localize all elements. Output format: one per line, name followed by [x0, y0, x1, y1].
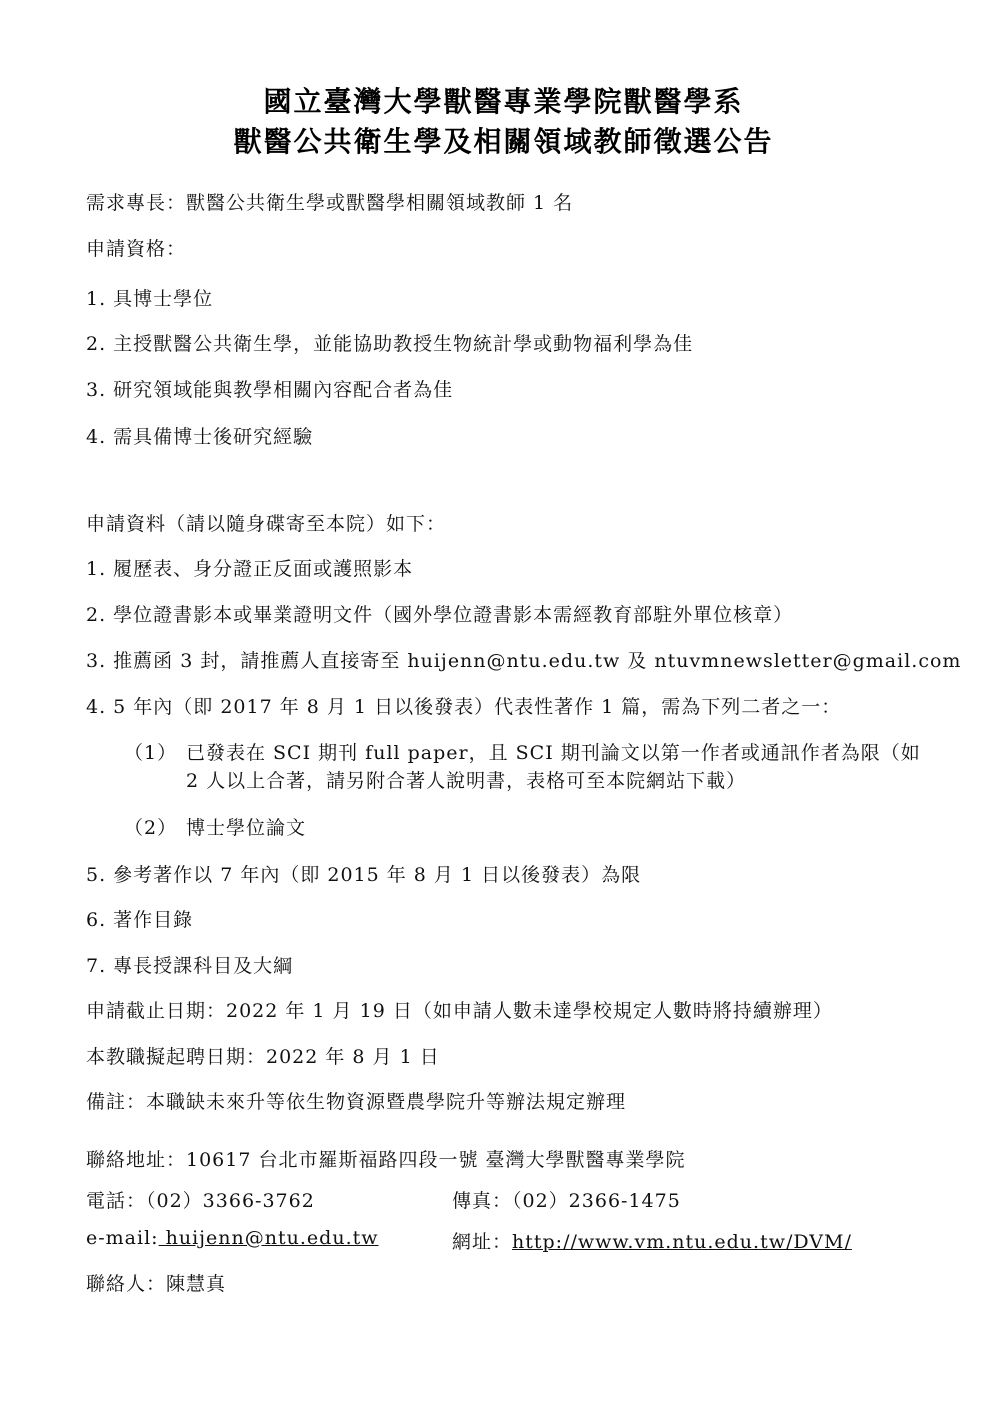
website-link[interactable]: http://www.vm.ntu.edu.tw/DVM/	[512, 1231, 852, 1253]
qualifications-heading: 申請資格：	[86, 238, 187, 260]
contact-person: 聯絡人：陳慧真	[86, 1273, 227, 1295]
materials-item: 3. 推薦函 3 封，請推薦人直接寄至 huijenn@ntu.edu.tw 及 ntuvmnewsletter@gmail.com	[86, 650, 962, 672]
email-link[interactable]: huijenn@ntu.edu.tw	[158, 1227, 379, 1249]
sub-item-label: （2）	[124, 817, 178, 839]
materials-heading: 申請資料（請以隨身碟寄至本院）如下：	[86, 513, 447, 535]
contact-email-row	[86, 1227, 379, 1249]
qualification-item: 3. 研究領域能與教學相關內容配合者為佳	[86, 379, 454, 401]
qualification-item: 2. 主授獸醫公共衛生學，並能協助教授生物統計學或動物福利學為佳	[86, 333, 694, 355]
materials-item: 4. 5 年內（即 2017 年 8 月 1 日以後發表）代表性著作 1 篇，需為下列二者之一：	[86, 696, 842, 718]
title-line-2: 獸醫公共衛生學及相關領域教師徵選公告	[233, 125, 774, 158]
website-label: 網址：	[452, 1231, 513, 1253]
materials-item: 6. 著作目錄	[86, 909, 194, 931]
qualification-item: 4. 需具備博士後研究經驗	[86, 426, 314, 448]
remark: 備註：本職缺未來升等依生物資源暨農學院升等辦法規定辦理	[86, 1091, 627, 1113]
qualification-item: 1. 具博士學位	[86, 288, 214, 310]
email-label: e-mail:	[86, 1227, 159, 1249]
materials-item: 5. 參考著作以 7 年內（即 2015 年 8 月 1 日以後發表）為限	[86, 864, 642, 886]
contact-website-row	[452, 1227, 852, 1254]
materials-item: 1. 履歷表、身分證正反面或護照影本	[86, 558, 414, 580]
contact-phone: 電話：（02）3366-3762	[86, 1190, 315, 1212]
application-deadline: 申請截止日期：2022 年 1 月 19 日（如申請人數未達學校規定人數時將持續辦理）	[86, 1000, 833, 1022]
contact-fax: 傳真：（02）2366-1475	[452, 1190, 681, 1212]
sub-item-text: 已發表在 SCI 期刊 full paper，且 SCI 期刊論文以第一作者或通訊作者為限（如	[186, 742, 921, 764]
contact-address: 聯絡地址：10617 台北市羅斯福路四段一號 臺灣大學獸醫專業學院	[86, 1149, 686, 1171]
materials-item: 7. 專長授課科目及大綱	[86, 955, 294, 977]
start-date: 本教職擬起聘日期：2022 年 8 月 1 日	[86, 1046, 440, 1068]
required-expertise: 需求專長：獸醫公共衛生學或獸醫學相關領域教師 1 名	[86, 192, 574, 214]
title-line-1: 國立臺灣大學獸醫專業學院獸醫學系	[263, 85, 744, 118]
sub-item-text: 2 人以上合著，請另附合著人說明書，表格可至本院網站下載）	[186, 770, 747, 792]
materials-item: 2. 學位證書影本或畢業證明文件（國外學位證書影本需經教育部駐外單位核章）	[86, 604, 794, 626]
sub-item-label: （1）	[124, 742, 178, 764]
sub-item-text: 博士學位論文	[186, 817, 307, 839]
